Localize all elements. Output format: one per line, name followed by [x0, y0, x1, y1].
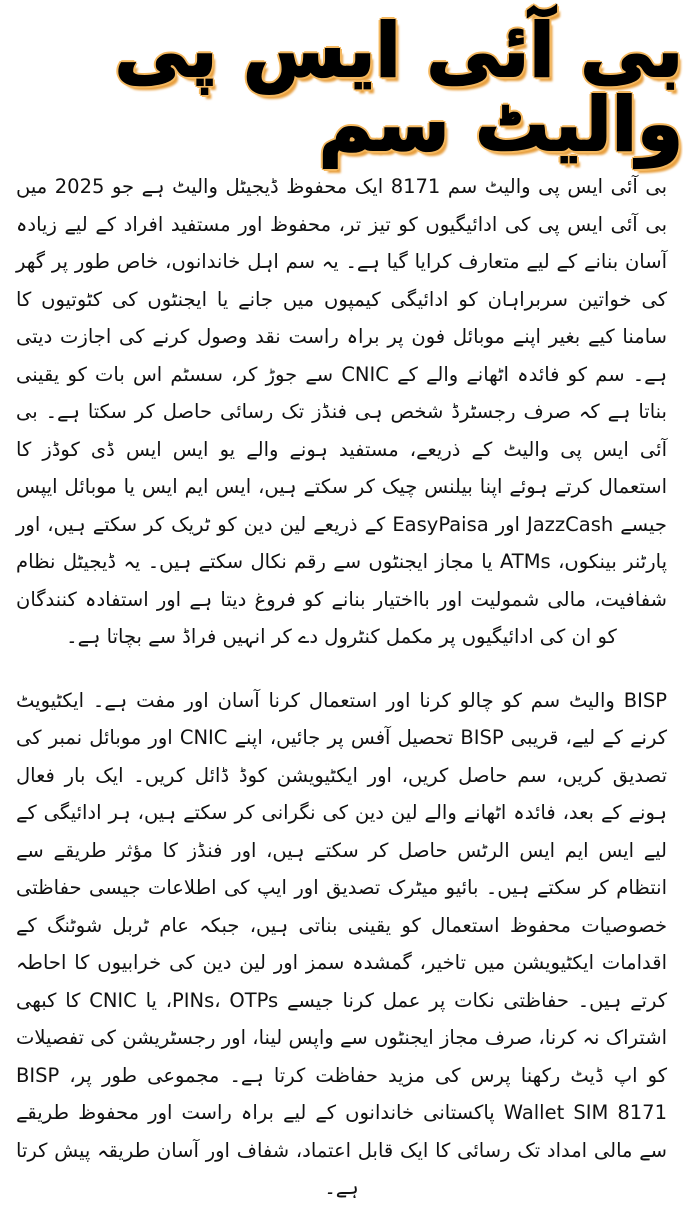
page-title: بی آئی ایس پی والیٹ سم — [114, 8, 683, 168]
article-body — [16, 168, 667, 1207]
paragraph-intro: بی آئی ایس پی والیٹ سم 8171 ایک محفوظ ڈیجیٹل والیٹ ہے جو 2025 میں بی آئی ایس پی کی ادائیگیوں کو تیز تر، محفوظ اور مستفید افراد کے لیے زیادہ آسان بنانے کے لیے متعارف کرایا گیا ہے۔ یہ سم اہل خاندانوں، خاص طور پر گھر کی خواتین سربراہان کو ادائیگی کیمپوں میں جانے یا ایجنٹوں کی کٹوتیوں کا سامنا کیے بغیر اپنے موبائل فون پر براہ راست نقد وصول کرنے کی اجازت دیتی ہے۔ سم کو فائدہ اٹھانے والے کے CNIC سے جوڑ کر، سسٹم اس بات کو یقینی بناتا ہے کہ صرف رجسٹرڈ شخص ہی فنڈز تک رسائی حاصل کر سکتا ہے۔ بی آئی ایس پی والیٹ کے ذریعے، مستفید ہونے والے یو ایس ایس ڈی کوڈز کا استعمال کرتے ہوئے اپنا بیلنس چیک کر سکتے ہیں، ایس ایم ایس یا موبائل ایپس جیسے JazzCash اور EasyPaisa کے ذریعے لین دین کو ٹریک کر سکتے ہیں، اور پارٹنر بینکوں، ATMs یا مجاز ایجنٹوں سے رقم نکال سکتے ہیں۔ یہ ڈیجیٹل نظام شفافیت، مالی شمولیت اور بااختیار بنانے کو فروغ دیتا ہے اور استفادہ کنندگان کو ان کی ادائیگیوں پر مکمل کنٹرول دے کر انہیں فراڈ سے بچاتا ہے۔ — [16, 175, 668, 648]
article-header — [0, 8, 683, 168]
paragraph-activation: BISP والیٹ سم کو چالو کرنا اور استعمال کرنا آسان اور مفت ہے۔ ایکٹیویٹ کرنے کے لیے، قریبی BISP تحصیل آفس پر جائیں، اپنے CNIC اور موبائل نمبر کی تصدیق کریں، سم حاصل کریں، اور ایکٹیویشن کوڈ ڈائل کریں۔ ایک بار فعال ہونے کے بعد، فائدہ اٹھانے والے لین دین کی نگرانی کر سکتے ہیں، ہر ادائیگی کے لیے ایس ایم ایس الرٹس حاصل کر سکتے ہیں، اور فنڈز کا مؤثر طریقے سے انتظام کر سکتے ہیں۔ بائیو میٹرک تصدیق اور ایپ کی اطلاعات جیسی حفاظتی خصوصیات محفوظ استعمال کو یقینی بناتی ہیں، جبکہ عام ٹربل شوٹنگ کے اقدامات ایکٹیویشن میں تاخیر، گمشدہ سمز اور لین دین کی خرابیوں کا احاطہ کرتے ہیں۔ حفاظتی نکات پر عمل کرنا جیسے PINs، OTPs، یا CNIC کا کبھی اشتراک نہ کرنا، صرف مجاز ایجنٹوں سے واپس لینا، اور رجسٹریشن کی تفصیلات کو اپ ڈیٹ رکھنا پرس کی مزید حفاظت کرتا ہے۔ مجموعی طور پر، BISP Wallet SIM 8171 پاکستانی خاندانوں کے لیے براہ راست اور محفوظ طریقے سے مالی امداد تک رسائی کا ایک قابل اعتماد، شفاف اور آسان طریقہ پیش کرتا ہے۔ — [16, 688, 668, 1199]
